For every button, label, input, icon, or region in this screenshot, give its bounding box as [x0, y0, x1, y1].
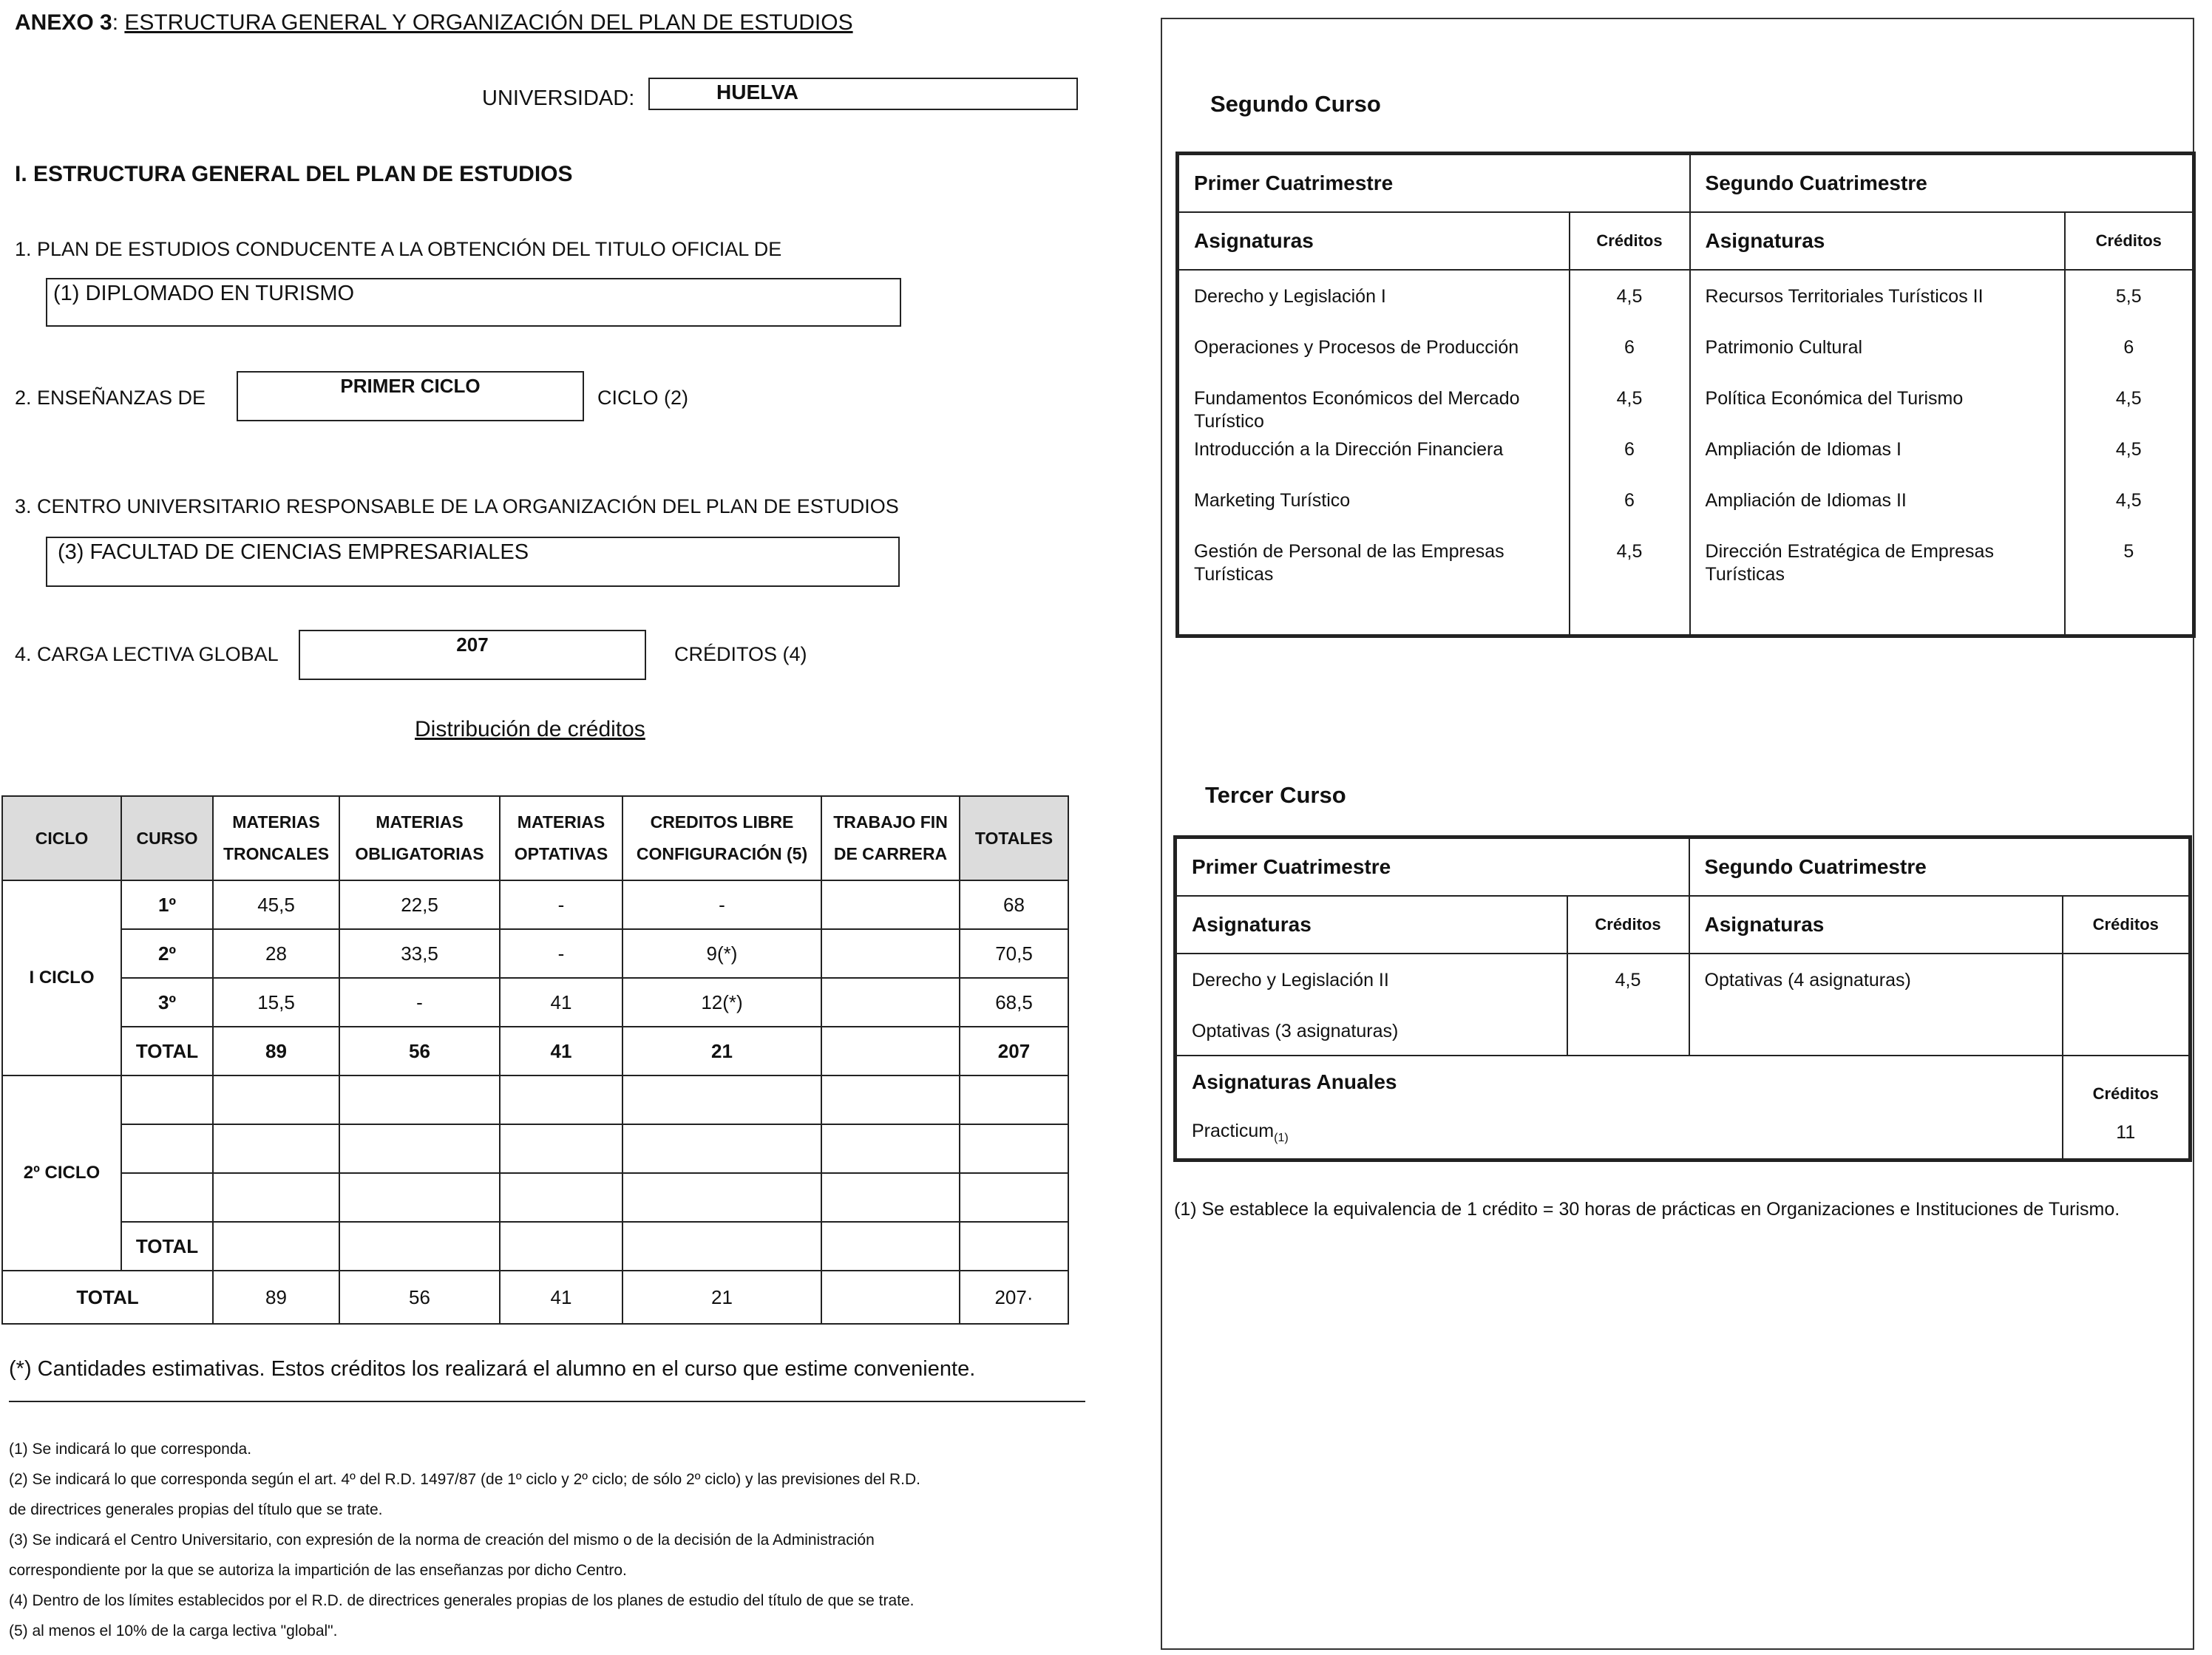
q3-label: 3. CENTRO UNIVERSITARIO RESPONSABLE DE LA ORGANIZACIÓN DEL PLAN DE ESTUDIOS: [15, 495, 899, 517]
tercer-col-credits-right: Créditos: [2063, 896, 2191, 954]
col-header-ciclo: CICLO: [2, 796, 121, 880]
tercer-second-sem: Segundo Cuatrimestre: [1689, 837, 2191, 897]
distribution-table: [1, 795, 1069, 1325]
annex-title: ANEXO 3: ESTRUCTURA GENERAL Y ORGANIZACIÓN DEL PLAN DE ESTUDIOS: [15, 10, 853, 35]
q1-value: (1) DIPLOMADO EN TURISMO: [53, 282, 355, 305]
tercer-footnote: (1) Se establece la equivalencia de 1 crédito = 30 horas de prácticas en Organizaciones e Instituciones de Turismo.: [1174, 1199, 2120, 1220]
q1-field: [46, 278, 901, 327]
segundo-col-subject-left: Asignaturas: [1178, 212, 1570, 270]
tercer-annual-label: Asignaturas Anuales: [1175, 1056, 2063, 1108]
university-value: HUELVA: [716, 81, 798, 103]
segundo-left-subjects: [1178, 270, 1570, 636]
segundo-body-row: [1178, 270, 2194, 636]
footnote-4: (4) Dentro de los límites establecidos por el R.D. de directrices generales propias de los planes de estudio del título de que se trate.: [9, 1592, 915, 1609]
annex-label: ANEXO 3: [15, 10, 112, 35]
footnote-5: (5) al menos el 10% de la carga lectiva "global".: [9, 1622, 338, 1639]
q4-label: 4. CARGA LECTIVA GLOBAL: [15, 643, 279, 665]
footnotes: [9, 1434, 1073, 1646]
list-item: Derecho y Legislación I: [1194, 286, 1386, 307]
footnote-2: (2) Se indicará lo que corresponda según el art. 4º del R.D. 1497/87 (de 1º ciclo y 2º ciclo; de sólo 2º ciclo) y las previsiones del R.D.: [9, 1471, 920, 1488]
table-row: 2º 28 33,5 - 9(*) 70,5: [2, 929, 1068, 978]
list-item: Derecho y Legislación II: [1192, 970, 1389, 990]
q2-suffix: CICLO (2): [597, 387, 689, 409]
segundo-right-subjects: [1690, 270, 2065, 636]
footnote-3b: correspondiente por la que se autoriza la impartición de las enseñanzas por dicho Centro.: [9, 1562, 627, 1579]
q4-value: 207: [456, 633, 489, 656]
tercer-left-credits: 4,5: [1567, 954, 1689, 1056]
table-row: 3º 15,5 - 41 12(*) 68,5: [2, 978, 1068, 1027]
q2-field: [237, 371, 584, 421]
section-title: I. ESTRUCTURA GENERAL DEL PLAN DE ESTUDIOS: [15, 162, 573, 186]
tercer-curso-table: [1173, 835, 2192, 1162]
tercer-curso-title: Tercer Curso: [1205, 782, 1346, 808]
list-item: Ampliación de Idiomas I: [1705, 439, 1901, 460]
list-item: Fundamentos Económicos del Mercado Turístico: [1194, 388, 1520, 432]
ciclo2-label: 2º CICLO: [2, 1075, 121, 1271]
tercer-body-row: [1175, 954, 2191, 1056]
segundo-first-sem: Primer Cuatrimestre: [1178, 154, 1690, 213]
table-row: [2, 1173, 1068, 1222]
q4-suffix: CRÉDITOS (4): [674, 643, 807, 665]
footnote-divider: [9, 1401, 1085, 1402]
q3-value: (3) FACULTAD DE CIENCIAS EMPRESARIALES: [58, 540, 529, 564]
segundo-second-sem: Segundo Cuatrimestre: [1690, 154, 2194, 213]
estimate-note: (*) Cantidades estimativas. Estos créditos los realizará el alumno en el curso que estime conveniente.: [9, 1357, 976, 1381]
segundo-right-credits: 5,5 6 4,5 4,5 4,5 5: [2065, 270, 2194, 636]
list-item: Introducción a la Dirección Financiera: [1194, 439, 1504, 460]
list-item: Política Económica del Turismo: [1705, 388, 1964, 409]
q4-field: [299, 630, 646, 680]
annex-title-text: ESTRUCTURA GENERAL Y ORGANIZACIÓN DEL PLAN DE ESTUDIOS: [124, 10, 853, 35]
footnote-3: (3) Se indicará el Centro Universitario, con expresión de la norma de creación del mismo o de la decisión de la Administración: [9, 1532, 875, 1549]
university-field: [648, 78, 1078, 110]
q3-field: [46, 537, 900, 587]
col-header-obligatorias: MATERIAS OBLIGATORIAS: [339, 796, 500, 880]
list-item: Optativas (3 asignaturas): [1192, 1021, 1399, 1041]
tercer-annual-credits: 11: [2063, 1108, 2191, 1160]
list-item: Recursos Territoriales Turísticos II: [1705, 286, 1984, 307]
col-header-libre: CREDITOS LIBRE CONFIGURACIÓN (5): [622, 796, 821, 880]
tercer-col-subject-left: Asignaturas: [1175, 896, 1567, 954]
footnote-1: (1) Se indicará lo que corresponda.: [9, 1441, 252, 1458]
list-item: Operaciones y Procesos de Producción: [1194, 337, 1519, 358]
segundo-col-subject-right: Asignaturas: [1690, 212, 2065, 270]
segundo-curso-title: Segundo Curso: [1210, 91, 1381, 117]
grand-total-row: TOTAL 89 56 41 21 207·: [2, 1271, 1068, 1324]
ciclo1-label: I CICLO: [2, 880, 121, 1075]
tercer-annual-credits-label: Créditos: [2063, 1056, 2191, 1108]
distribution-title: Distribución de créditos: [415, 717, 645, 741]
tercer-col-subject-right: Asignaturas: [1689, 896, 2063, 954]
table-row-total: TOTAL: [2, 1222, 1068, 1271]
table-row: I CICLO 1º 45,5 22,5 - - 68: [2, 880, 1068, 929]
segundo-col-credits-left: Créditos: [1570, 212, 1690, 270]
q2-label: 2. ENSEÑANZAS DE: [15, 387, 206, 409]
table-row-total: TOTAL 89 56 41 21 207: [2, 1027, 1068, 1075]
col-header-trabajo: TRABAJO FIN DE CARRERA: [821, 796, 960, 880]
col-header-troncales: MATERIAS TRONCALES: [213, 796, 339, 880]
list-item: Dirección Estratégica de Empresas Turísticas: [1705, 541, 1994, 585]
tercer-annual-item: Practicum$_{(1)}$: [1175, 1108, 2063, 1160]
tercer-left-subjects: [1175, 954, 1567, 1056]
col-header-totales: TOTALES: [960, 796, 1068, 880]
table-row: [2, 1075, 1068, 1124]
table-header-row: [2, 796, 1068, 880]
segundo-left-credits: 4,5 6 4,5 6 6 4,5: [1570, 270, 1690, 636]
col-header-optativas: MATERIAS OPTATIVAS: [500, 796, 622, 880]
tercer-right-subjects: [1689, 954, 2063, 1056]
col-header-curso: CURSO: [121, 796, 213, 880]
segundo-curso-table: [1175, 152, 2196, 638]
list-item: Optativas (4 asignaturas): [1704, 970, 1911, 990]
q1-label: 1. PLAN DE ESTUDIOS CONDUCENTE A LA OBTENCIÓN DEL TITULO OFICIAL DE: [15, 238, 782, 260]
tercer-first-sem: Primer Cuatrimestre: [1175, 837, 1689, 897]
table-row: [2, 1124, 1068, 1173]
tercer-col-credits-left: Créditos: [1567, 896, 1689, 954]
tercer-right-credits: [2063, 954, 2191, 1056]
q2-value: PRIMER CICLO: [340, 375, 481, 397]
segundo-col-credits-right: Créditos: [2065, 212, 2194, 270]
list-item: Gestión de Personal de las Empresas Turísticas: [1194, 541, 1504, 585]
university-label: UNIVERSIDAD:: [482, 86, 635, 110]
list-item: Patrimonio Cultural: [1705, 337, 1863, 358]
list-item: Marketing Turístico: [1194, 490, 1351, 511]
footnote-2b: de directrices generales propias del título que se trate.: [9, 1501, 383, 1518]
list-item: Ampliación de Idiomas II: [1705, 490, 1907, 511]
